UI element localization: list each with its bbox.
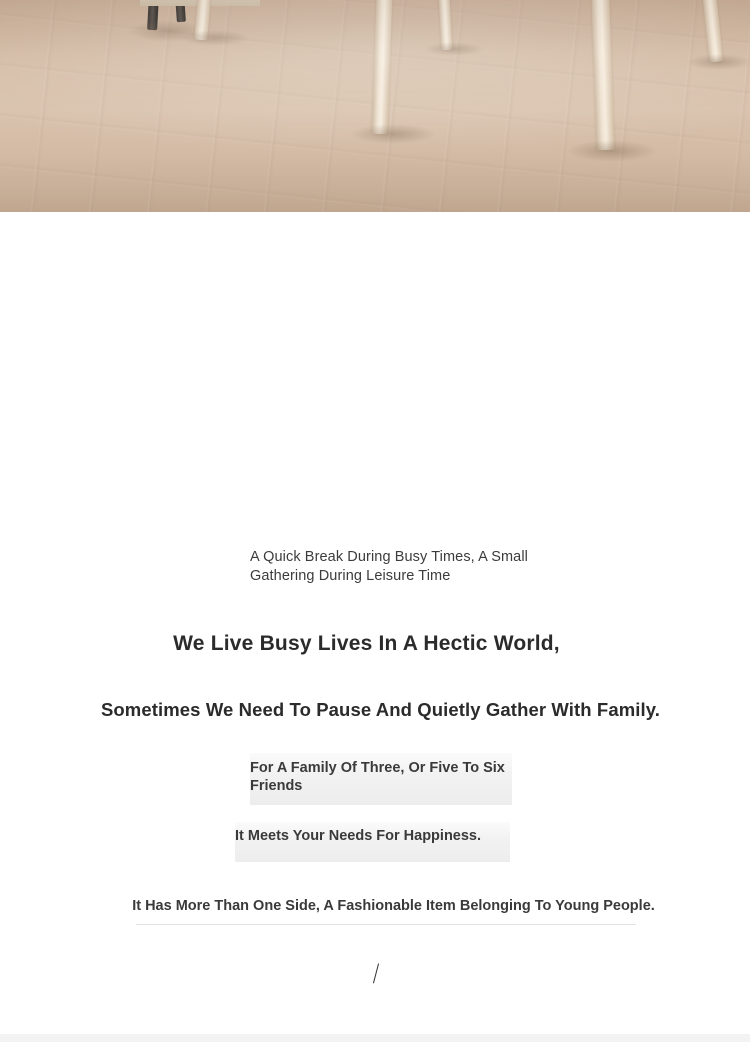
tagline-text: A Quick Break During Busy Times, A Small Gathering During Leisure Time [250,549,528,584]
bottom-edge-strip [0,1034,750,1042]
divider-slash: / [372,957,380,990]
headline-secondary: Sometimes We Need To Pause And Quietly Gather With Family. [100,699,661,720]
photo-vignette [0,0,750,212]
subcopy-three: It Has More Than One Side, A Fashionable Item Belonging To Young People. [132,898,655,914]
subcopy-two: It Meets Your Needs For Happiness. [235,828,482,844]
subcopy-one: For A Family Of Three, Or Five To Six Friends [250,760,505,794]
headline-primary: We Live Busy Lives In A Hectic World, [173,632,560,655]
hero-image [0,0,750,212]
band-three-rule [136,924,636,925]
copy-block [0,212,750,990]
